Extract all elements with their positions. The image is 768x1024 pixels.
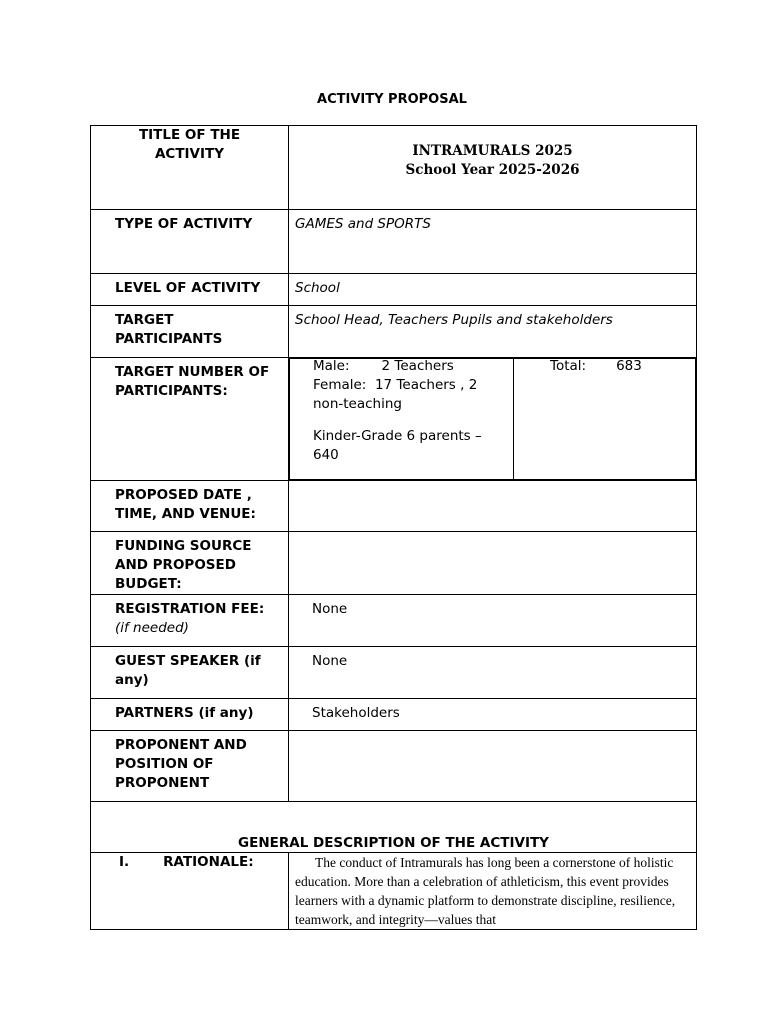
partners-value: Stakeholders [289,699,697,731]
row-target [91,306,697,358]
level-value: School [289,274,697,306]
rationale-label-cell [91,853,289,930]
rationale-num: I. [119,854,130,870]
target-label [91,306,289,358]
total-value: 683 [616,358,642,374]
reg-sub: (if needed) [115,620,189,636]
row-guest [91,647,697,699]
parents-value: Kinder-Grade 6 parents – 640 [313,428,482,463]
reg-label-cell [91,595,289,647]
rationale-text: The conduct of Intramurals has long been a cornerstone of holistic education. More than a celebration of athleticism, this event provides learners with a dynamic platform to demonstrate discipline, resilience, teamwork, and integrity—values that [289,853,697,930]
male-value: 2 Teachers [381,358,454,374]
row-registration [91,595,697,647]
title-value-line2: School Year 2025-2026 [405,162,580,178]
type-value: GAMES and SPORTS [289,210,697,274]
row-rationale [91,853,697,930]
date-label-text: PROPOSED DATE , TIME, AND VENUE: [115,487,256,522]
male-label: Male: [313,358,350,374]
male-line [313,357,507,376]
number-value-cell [289,358,697,481]
female-value: 17 Teachers , 2 non-teaching [313,377,478,412]
date-value [289,481,697,532]
type-label: TYPE OF ACTIVITY [91,210,289,274]
number-label [91,358,289,481]
row-general-heading [91,802,697,853]
reg-label: REGISTRATION FEE: [115,601,265,617]
participants-breakdown [290,359,514,480]
funding-label [91,532,289,595]
row-date [91,481,697,532]
general-heading-cell [91,802,697,853]
title-label: TITLE OF THE ACTIVITY [138,127,241,162]
reg-value: None [289,595,697,647]
number-inner-table [289,358,696,480]
level-label: LEVEL OF ACTIVITY [91,274,289,306]
total-label: Total: [550,358,587,374]
general-heading: GENERAL DESCRIPTION OF THE ACTIVITY [238,835,549,851]
page-title: ACTIVITY PROPOSAL [317,92,467,107]
proposal-table [90,125,697,930]
date-label [91,481,289,532]
proponent-label [91,731,289,802]
proponent-label-text: PROPONENT AND POSITION OF PROPONENT [115,737,247,791]
guest-value: None [289,647,697,699]
rationale-label: RATIONALE: [163,854,254,870]
number-label-text: TARGET NUMBER OF PARTICIPANTS: [115,364,270,399]
target-value: School Head, Teachers Pupils and stakeholders [289,306,697,358]
female-line [313,376,507,414]
guest-label [91,647,289,699]
row-title [91,126,697,210]
guest-label-text: GUEST SPEAKER (if any) [115,653,261,688]
title-value-cell [289,126,697,210]
row-number [91,358,697,481]
row-funding [91,532,697,595]
target-label-text: TARGET PARTICIPANTS [115,312,223,347]
row-type [91,210,697,274]
row-level [91,274,697,306]
row-partners [91,699,697,731]
funding-value [289,532,697,595]
proponent-value [289,731,697,802]
funding-label-text: FUNDING SOURCE AND PROPOSED BUDGET: [115,538,252,592]
title-label-cell [91,126,289,210]
row-proponent [91,731,697,802]
total-cell [514,359,696,480]
partners-label: PARTNERS (if any) [91,699,289,731]
title-value-line1: INTRAMURALS 2025 [412,143,573,159]
female-label: Female: [313,377,367,393]
